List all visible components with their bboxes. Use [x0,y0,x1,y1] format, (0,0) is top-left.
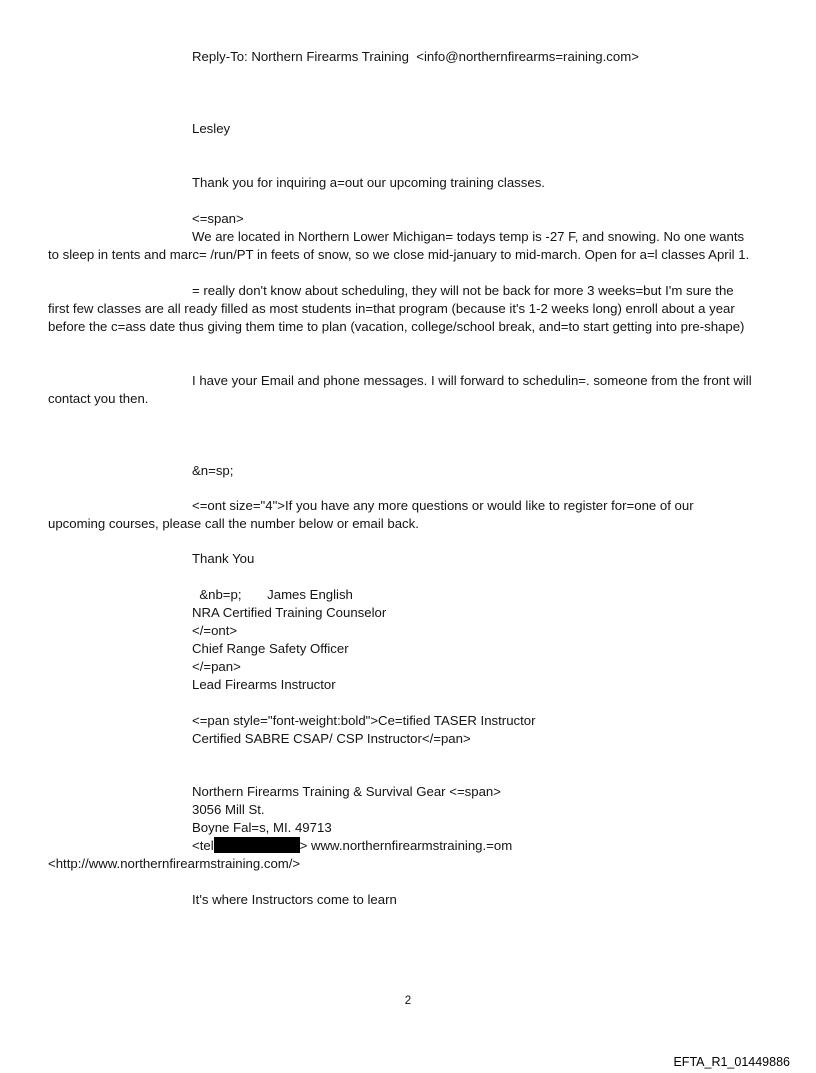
tagline: It's where Instructors come to learn [192,892,397,907]
nbsp-entity: &n=sp; [192,463,234,478]
signature-title-rso: Chief Range Safety Officer [192,641,349,656]
para1-line2: to sleep in tents and marc= /run/PT in feets of snow, so we close mid-january to mid-march. Open for a=l classes April 1. [48,247,750,262]
signature-title-nra: NRA Certified Training Counselor [192,605,387,620]
para3-line1: I have your Email and phone messages. I will forward to schedulin=. someone from the front will [192,373,752,388]
reply-to-line: Reply-To: Northern Firearms Training <info@northernfirearms=raining.com> [192,49,639,64]
website-text: > www.northernfirearmstraining.=om [299,838,513,853]
signature-name: &nb=p; James English [192,587,353,602]
signature-taser-line: <=pan style="font-weight:bold">Ce=tified TASER Instructor [192,713,536,728]
thank-you: Thank You [192,551,255,566]
para1-line1: We are located in Northern Lower Michigan= todays temp is -27 F, and snowing. No one wants [192,229,745,244]
para2-line1: = really don't know about scheduling, they will not be back for more 3 weeks=but I'm sure the [192,283,734,298]
thanks-line: Thank you for inquiring a=out our upcoming training classes. [192,175,545,190]
page-number: 2 [404,995,412,1007]
redaction-box [214,837,300,853]
url-line: <http://www.northernfirearmstraining.com/> [48,856,301,871]
company-name: Northern Firearms Training & Survival Gear <=span> [192,784,501,799]
para4-line1: <=ont size="4">If you have any more questions or would like to register for=one of our [192,498,694,513]
signature-font-close: </=ont> [192,623,238,638]
para4-line2: upcoming courses, please call the number below or email back. [48,516,419,531]
signature-title-lead: Lead Firearms Instructor [192,677,336,692]
city-address: Boyne Fal=s, MI. 49713 [192,820,332,835]
para2-line3: before the c=ass date thus giving them time to plan (vacation, college/school break, and=to start getting into pre-shape) [48,319,745,334]
span-open-tag: <=span> [192,211,244,226]
para2-line2: first few classes are all ready filled as most students in=that program (because it's 1-2 weeks long) enroll about a year [48,301,735,316]
bates-number: EFTA_R1_01449886 [673,1055,790,1069]
para3-line2: contact you then. [48,391,149,406]
signature-pan-close: </=pan> [192,659,241,674]
signature-sabre-line: Certified SABRE CSAP/ CSP Instructor</=pan> [192,731,471,746]
street-address: 3056 Mill St. [192,802,265,817]
tel-line [192,837,512,855]
greeting: Lesley [192,121,231,136]
tel-prefix: <tel [192,838,214,853]
